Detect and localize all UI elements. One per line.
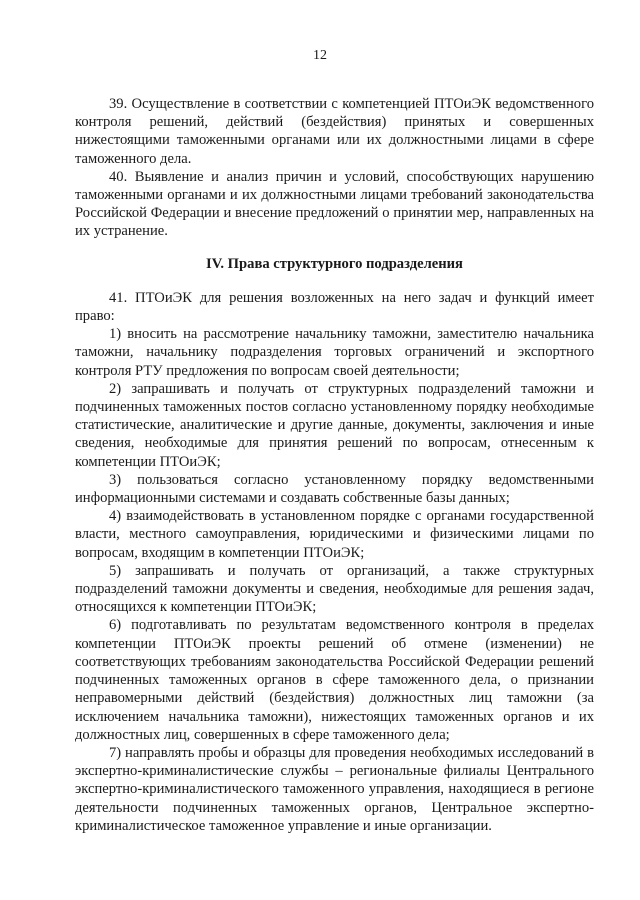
- right-item-7: 7) направлять пробы и образцы для проведения необходимых исследований в экспертно-криминалистические службы – региональные филиалы Центрального экспертно-криминалистического таможенного управления, находящиеся в регионе деятельности подчиненных таможенных органов, Центральное экспертно-криминалистическое таможенное управление и иные организации.: [75, 744, 594, 834]
- paragraph-39: 39. Осуществление в соответствии с компетенцией ПТОиЭК ведомственного контроля решений, действий (бездействия) принятых и совершенных нижестоящими таможенными органами или их должностными лицами в сфере таможенного дела.: [75, 96, 594, 167]
- right-item-6: 6) подготавливать по результатам ведомственного контроля в пределах компетенции ПТОиЭК проекты решений об отмене (изменении) не соответствующих требованиям законодательства Российской Федерации решений подчиненных таможенных органов в сфере таможенного дела, о признании неправомерными действий (бездействия) должностных лиц таможни (за исключением начальника таможни), нижестоящих таможенных органов и их должностных лиц, совершенных в сфере таможенного дела;: [75, 617, 594, 743]
- right-item-1: 1) вносить на рассмотрение начальнику таможни, заместителю начальника таможни, начальнику подразделения торговых ограничений и экспортного контроля РТУ предложения по вопросам своей деятельности;: [75, 326, 594, 379]
- right-item-4: 4) взаимодействовать в установленном порядке с органами государственной власти, местного самоуправления, юридическими и физическими лицами по вопросам, входящим в компетенции ПТОиЭК;: [75, 508, 594, 561]
- paragraph-40: 40. Выявление и анализ причин и условий, способствующих нарушению таможенными органами и их должностными лицами требований законодательства Российской Федерации и внесение предложений о принятии мер, направленных на их устранение.: [75, 168, 594, 240]
- document-body: [75, 95, 594, 835]
- right-item-3: 3) пользоваться согласно установленному порядку ведомственными информационными системами и создавать собственные базы данных;: [75, 471, 594, 507]
- paragraph-41-intro: 41. ПТОиЭК для решения возложенных на него задач и функций имеет право:: [75, 289, 594, 325]
- right-item-5: 5) запрашивать и получать от организаций, а также структурных подразделений таможни документы и сведения, необходимые для решения задач, относящихся к компетенции ПТОиЭК;: [75, 562, 594, 616]
- page-number: 12: [313, 48, 327, 63]
- right-item-2: 2) запрашивать и получать от структурных подразделений таможни и подчиненных таможенных постов согласно установленному порядку необходимые статистические, аналитические и другие данные, документы, заключения и иные сведения, необходимые для принятия решений по вопросам, отнесенным к компетенции ПТОиЭК;: [75, 380, 594, 470]
- section-heading: IV. Права структурного подразделения: [206, 255, 463, 272]
